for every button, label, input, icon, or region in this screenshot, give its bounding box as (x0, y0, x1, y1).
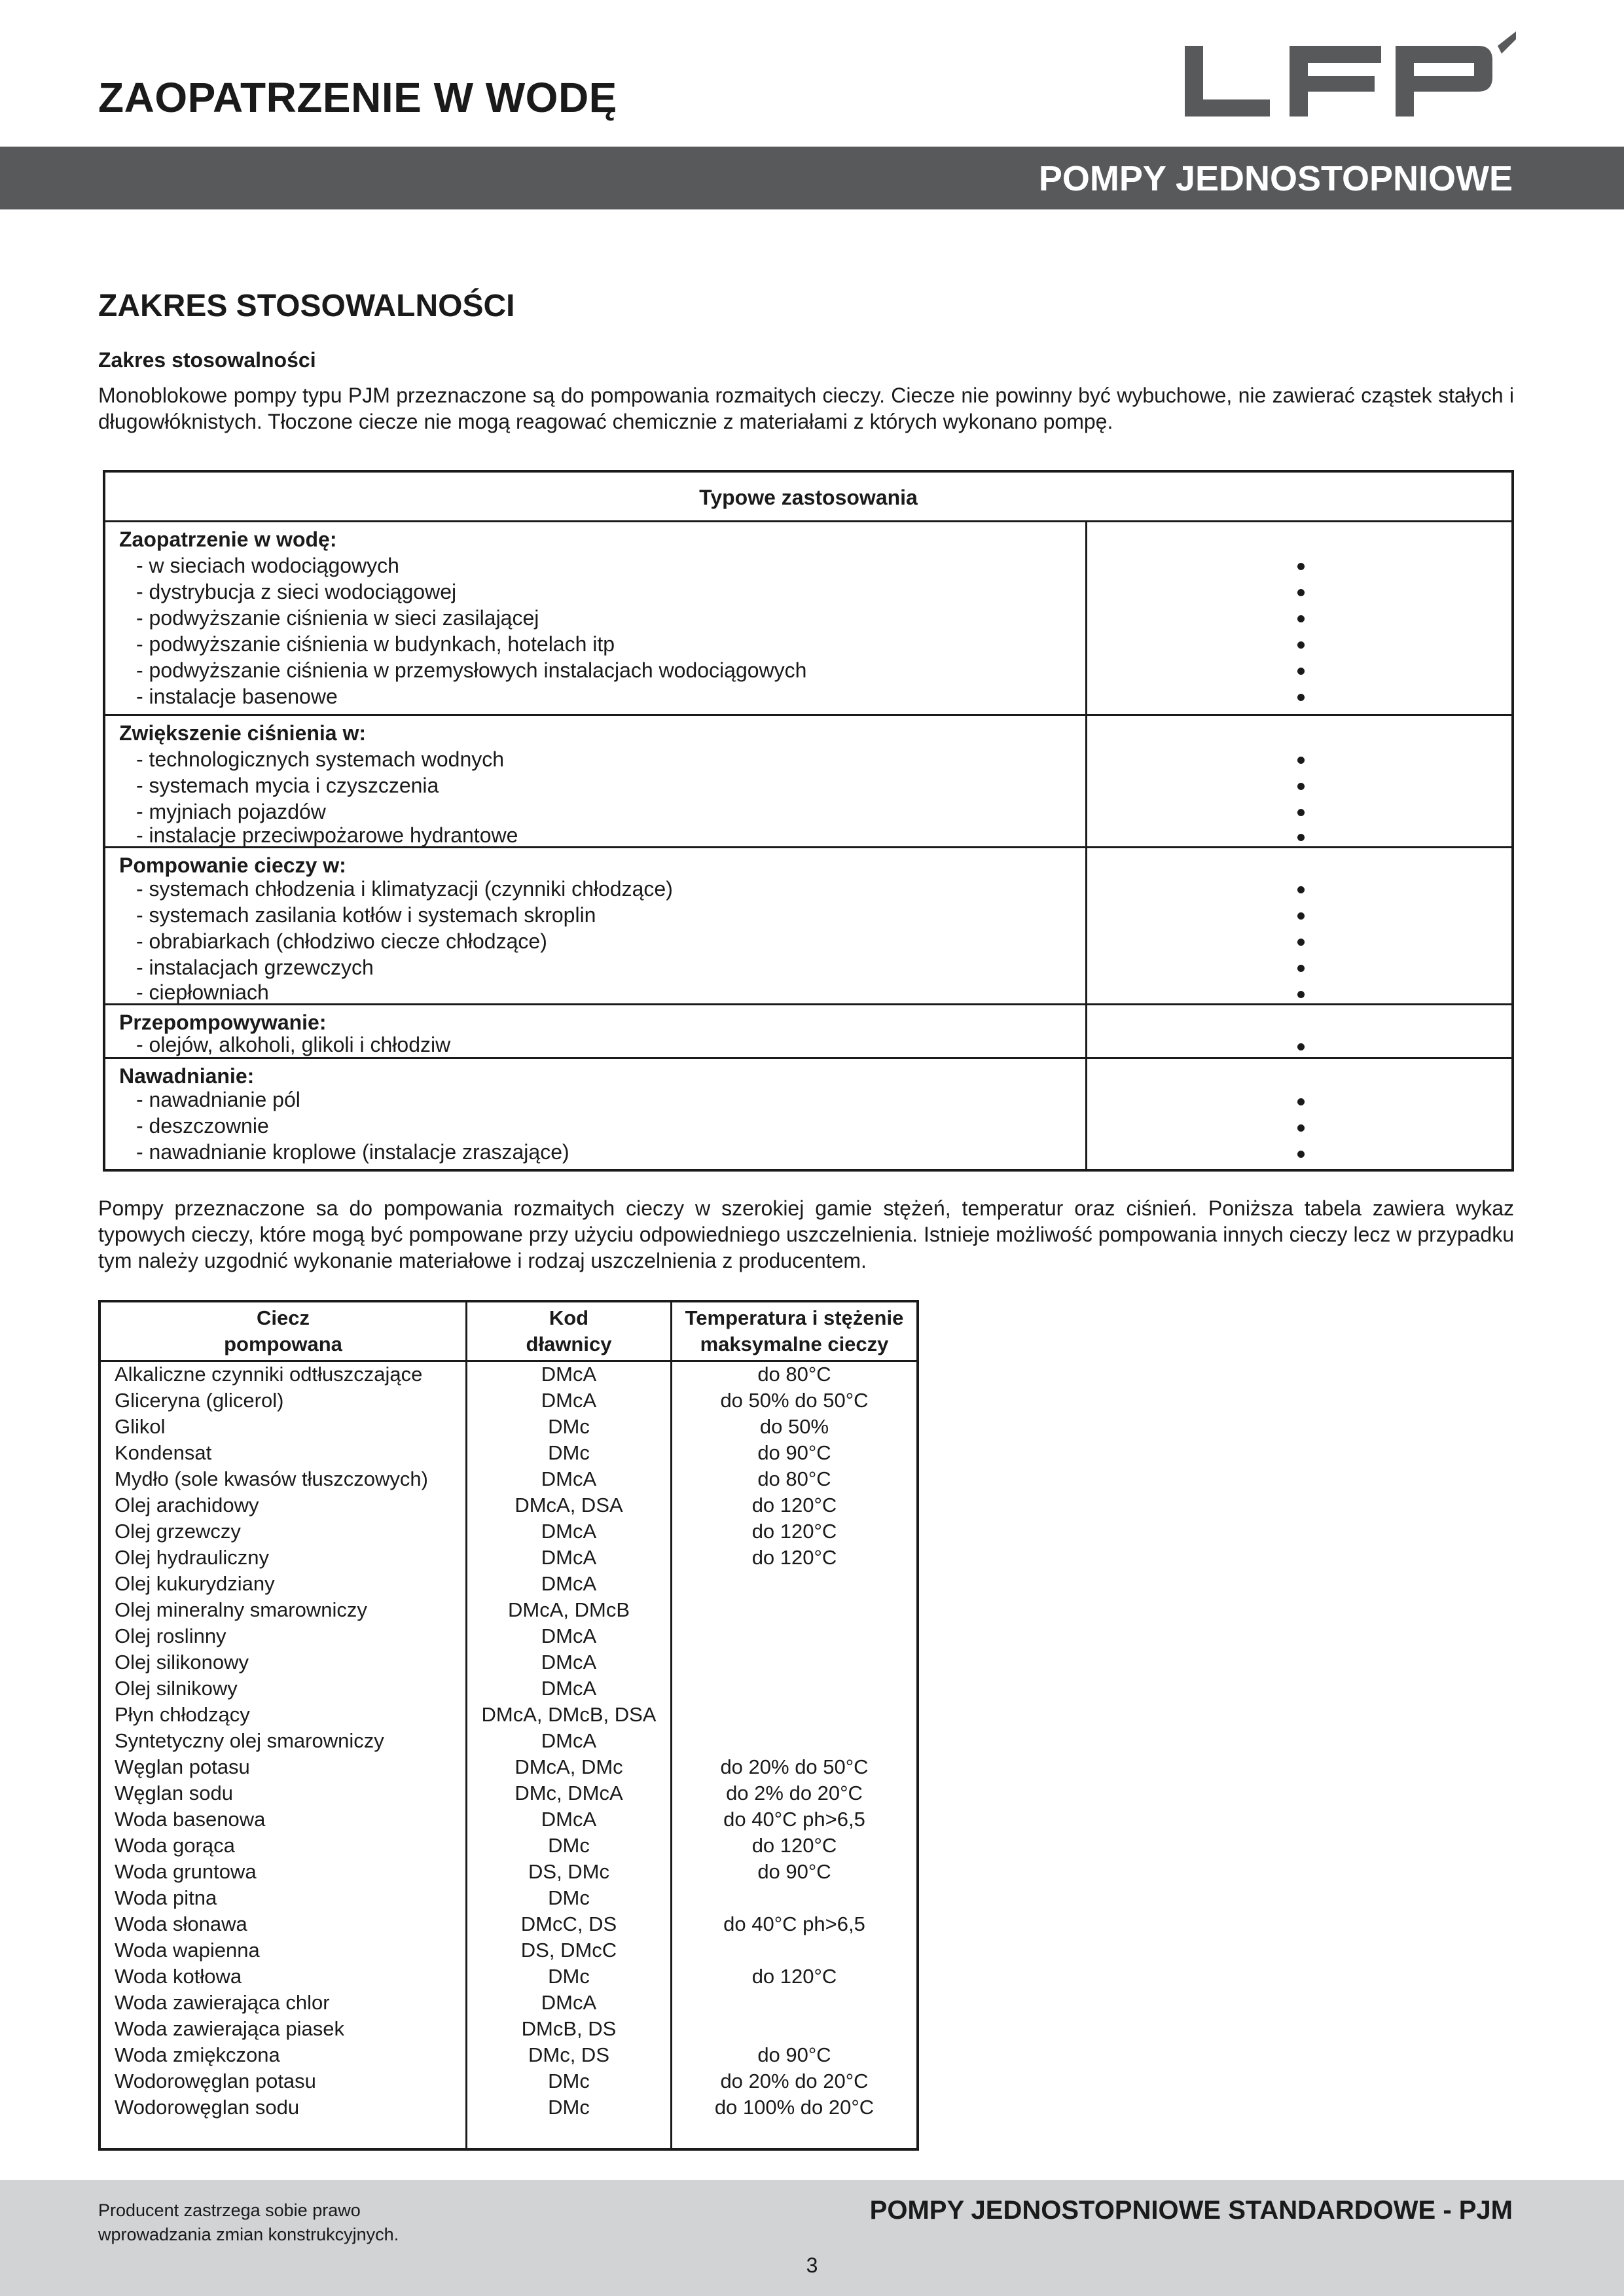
liquid-name: Gliceryna (glicerol) (115, 1389, 284, 1412)
page-header-title: ZAOPATRZENIE W WODĘ (98, 74, 617, 121)
table-row (101, 1885, 916, 1911)
table-row (101, 1676, 916, 1702)
section-band (0, 147, 1624, 209)
bullet-icon (1297, 965, 1305, 972)
seal-code: DMc, DMcA (514, 1782, 623, 1804)
table-row (101, 1492, 916, 1518)
bullet-icon (1297, 563, 1305, 570)
temperature-limit: do 90°C (757, 1441, 831, 1464)
seal-code: DMcA (541, 1572, 597, 1595)
seal-code: DMcA (541, 1808, 597, 1831)
table-row (101, 1597, 916, 1623)
section-subtitle: Zakres stosowalności (98, 348, 316, 372)
bullet-icon (1297, 615, 1305, 622)
group-item: - technologicznych systemach wodnych (136, 747, 505, 771)
lfp-logo (1178, 26, 1519, 124)
liquid-name: Woda gorąca (115, 1834, 235, 1857)
footer-disclaimer: Producent zastrzega sobie prawo wprowadzania zmian konstrukcyjnych. (98, 2200, 399, 2244)
group-item: - obrabiarkach (chłodziwo ciecze chłodzące) (136, 929, 547, 953)
group-item: - nawadnianie pól (136, 1088, 300, 1111)
temperature-limit: do 120°C (751, 1834, 837, 1857)
liquid-name: Olej hydrauliczny (115, 1546, 270, 1569)
seal-code: DMcA (541, 1729, 597, 1752)
table-row (101, 1937, 916, 1964)
temperature-limit: do 20% do 50°C (720, 1755, 869, 1778)
bullet-icon (1297, 1124, 1305, 1132)
liquid-name: Olej grzewczy (115, 1520, 241, 1543)
liquids-table (98, 1300, 919, 2151)
seal-code: DMc, DS (528, 2043, 609, 2066)
liquid-name: Glikol (115, 1415, 166, 1438)
liquid-name: Olej roslinny (115, 1624, 226, 1647)
seal-code: DMcB, DS (521, 2017, 617, 2040)
group-item: - w sieciach wodociągowych (136, 554, 399, 577)
seal-code: DMcA (541, 1546, 597, 1569)
group-item: - deszczownie (136, 1114, 269, 1138)
column-header-code: Kod dławnicy (526, 1306, 612, 1355)
table-row (101, 2016, 916, 2042)
table-row (101, 1518, 916, 1545)
seal-code: DMc (548, 2096, 590, 2119)
bullet-icon (1297, 694, 1305, 701)
bullet-icon (1297, 886, 1305, 893)
seal-code: DMcA, DSA (514, 1494, 623, 1516)
group-item: - ciepłowniach (136, 980, 269, 1004)
table-row (101, 1623, 916, 1649)
table-row (101, 1466, 916, 1492)
liquid-name: Węglan potasu (115, 1755, 250, 1778)
bullet-icon (1297, 1043, 1305, 1050)
application-group (105, 848, 1511, 1005)
table-row (101, 1806, 916, 1833)
temperature-limit: do 2% do 20°C (726, 1782, 863, 1804)
seal-code: DMcA, DMcB, DSA (481, 1703, 657, 1726)
bullet-icon (1297, 757, 1305, 764)
bullet-icon (1297, 939, 1305, 946)
temperature-limit: do 120°C (751, 1965, 837, 1988)
liquid-name: Wodorowęglan potasu (115, 2070, 316, 2092)
table-row (101, 1964, 916, 1990)
group-item: - instalacje przeciwpożarowe hydrantowe (136, 823, 518, 847)
seal-code: DMc (548, 2070, 590, 2092)
table-row (101, 1859, 916, 1885)
seal-code: DMcA (541, 1520, 597, 1543)
table-row (101, 1361, 916, 1388)
temperature-limit: do 50% do 50°C (720, 1389, 869, 1412)
seal-code: DMcA (541, 1363, 597, 1386)
group-item: - olejów, alkoholi, glikoli i chłodziw (136, 1033, 451, 1056)
seal-code: DS, DMc (528, 1860, 609, 1883)
application-group (105, 522, 1511, 716)
bullet-icon (1297, 809, 1305, 816)
group-item: - podwyższanie ciśnienia w budynkach, hotelach itp (136, 632, 615, 656)
temperature-limit: do 80°C (757, 1467, 831, 1490)
bullet-icon (1297, 991, 1305, 998)
liquid-name: Olej mineralny smarowniczy (115, 1598, 367, 1621)
table-row (101, 1649, 916, 1676)
seal-code: DMcA, DMc (514, 1755, 623, 1778)
table-row (101, 1440, 916, 1466)
seal-code: DMcA (541, 1651, 597, 1674)
table-row (101, 2068, 916, 2094)
temperature-limit: do 20% do 20°C (720, 2070, 869, 2092)
group-title: Nawadnianie: (119, 1064, 255, 1088)
table-row (101, 1414, 916, 1440)
seal-code: DS, DMcC (520, 1939, 617, 1962)
table-row (101, 1780, 916, 1806)
temperature-limit: do 100% do 20°C (714, 2096, 875, 2119)
bullet-icon (1297, 641, 1305, 649)
liquid-name: Woda słonawa (115, 1912, 247, 1935)
bullet-icon (1297, 1098, 1305, 1105)
liquid-name: Kondensat (115, 1441, 212, 1464)
table-row (101, 2042, 916, 2068)
group-item: - systemach mycia i czyszczenia (136, 774, 439, 797)
group-item: - podwyższanie ciśnienia w sieci zasilającej (136, 606, 539, 630)
table-row (101, 1702, 916, 1728)
liquid-name: Woda zawierająca piasek (115, 2017, 344, 2040)
page-footer (0, 2180, 1624, 2296)
seal-code: DMcA (541, 1991, 597, 2014)
group-item: - podwyższanie ciśnienia w przemysłowych instalacjach wodociągowych (136, 658, 807, 682)
liquid-name: Alkaliczne czynniki odtłuszczające (115, 1363, 423, 1386)
seal-code: DMcA (541, 1624, 597, 1647)
group-title: Zwiększenie ciśnienia w: (119, 721, 367, 745)
seal-code: DMc (548, 1886, 590, 1909)
table-row (101, 1545, 916, 1571)
bullet-icon (1297, 912, 1305, 920)
bullet-icon (1297, 1151, 1305, 1158)
group-item: - nawadnianie kroplowe (instalacje zraszające) (136, 1140, 569, 1164)
section-title: ZAKRES STOSOWALNOŚCI (98, 289, 515, 323)
liquid-name: Woda basenowa (115, 1808, 266, 1831)
temperature-limit: do 40°C ph>6,5 (723, 1808, 865, 1831)
seal-code: DMc (548, 1415, 590, 1438)
temperature-limit: do 40°C ph>6,5 (723, 1912, 865, 1935)
group-item: - systemach chłodzenia i klimatyzacji (czynniki chłodzące) (136, 877, 673, 901)
temperature-limit: do 120°C (751, 1546, 837, 1569)
footer-title: POMPY JEDNOSTOPNIOWE STANDARDOWE - PJM (869, 2196, 1513, 2225)
group-title: Pompowanie cieczy w: (119, 853, 346, 877)
application-group (105, 1005, 1511, 1059)
liquid-name: Woda gruntowa (115, 1860, 257, 1883)
liquid-name: Olej silnikowy (115, 1677, 238, 1700)
page-number: 3 (806, 2253, 818, 2277)
seal-code: DMcC, DS (520, 1912, 617, 1935)
liquid-name: Woda kotłowa (115, 1965, 242, 1988)
bullet-icon (1297, 783, 1305, 790)
bullet-icon (1297, 668, 1305, 675)
group-item: - dystrybucja z sieci wodociągowej (136, 580, 457, 603)
table-row (101, 1571, 916, 1597)
group-item: - systemach zasilania kotłów i systemach skroplin (136, 903, 596, 927)
table-row (101, 1388, 916, 1414)
liquid-name: Woda zawierająca chlor (115, 1991, 330, 2014)
seal-code: DMcA (541, 1389, 597, 1412)
liquid-name: Olej silikonowy (115, 1651, 249, 1674)
liquid-name: Olej kukurydziany (115, 1572, 275, 1595)
liquid-name: Woda wapienna (115, 1939, 260, 1962)
table-row (101, 1911, 916, 1937)
liquid-name: Płyn chłodzący (115, 1703, 250, 1726)
liquids-paragraph: Pompy przeznaczone sa do pompowania rozmaitych cieczy w szerokiej gamie stężeń, temperatur oraz ciśnień. Poniższa tabela zawiera wykaz typowych cieczy, które mogą być pompowane przy użyciu odpowiedniego uszczelnienia. Istnieje możliwość pompowania innych cieczy lecz w przypadku tym należy uzgodnić wykonanie materiałowe i rodzaj uszczelnienia z producentem. (98, 1196, 1514, 1272)
group-item: - myjniach pojazdów (136, 800, 326, 823)
bullet-icon (1297, 589, 1305, 596)
application-group (105, 1059, 1511, 1169)
liquid-name: Woda zmiękczona (115, 2043, 280, 2066)
bullet-icon (1297, 834, 1305, 841)
applications-table (103, 470, 1514, 1172)
seal-code: DMcA (541, 1677, 597, 1700)
liquid-name: Syntetyczny olej smarowniczy (115, 1729, 384, 1752)
seal-code: DMc (548, 1834, 590, 1857)
seal-code: DMc (548, 1965, 590, 1988)
intro-paragraph: Monoblokowe pompy typu PJM przeznaczone są do pompowania rozmaitych cieczy. Ciecze nie powinny być wybuchowe, nie zawierać cząstek stałych i długowłóknistych. Tłoczone ciecze nie mogą reagować chemicznie z materiałami z których wykonano pompę. (98, 384, 1514, 433)
group-item: - instalacje basenowe (136, 685, 338, 708)
applications-table-header: Typowe zastosowania (105, 473, 1511, 522)
seal-code: DMcA, DMcB (508, 1598, 630, 1621)
temperature-limit: do 120°C (751, 1520, 837, 1543)
column-header-liquid: Ciecz pompowana (224, 1306, 342, 1355)
table-row (101, 1990, 916, 2016)
table-row (101, 1754, 916, 1780)
liquid-name: Olej arachidowy (115, 1494, 259, 1516)
seal-code: DMcA (541, 1467, 597, 1490)
column-header-temperature: Temperatura i stężenie maksymalne cieczy (685, 1306, 904, 1355)
seal-code: DMc (548, 1441, 590, 1464)
temperature-limit: do 120°C (751, 1494, 837, 1516)
group-title: Zaopatrzenie w wodę: (119, 528, 337, 551)
band-title: POMPY JEDNOSTOPNIOWE (1038, 159, 1513, 198)
temperature-limit: do 80°C (757, 1363, 831, 1386)
table-row (101, 2094, 916, 2121)
liquid-name: Wodorowęglan sodu (115, 2096, 300, 2119)
table-row (101, 1833, 916, 1859)
table-row (101, 1728, 916, 1754)
group-item: - instalacjach grzewczych (136, 956, 374, 979)
application-group (105, 716, 1511, 848)
liquid-name: Węglan sodu (115, 1782, 233, 1804)
group-title: Przepompowywanie: (119, 1011, 327, 1034)
temperature-limit: do 50% (759, 1415, 829, 1438)
temperature-limit: do 90°C (757, 2043, 831, 2066)
liquid-name: Woda pitna (115, 1886, 217, 1909)
liquid-name: Mydło (sole kwasów tłuszczowych) (115, 1467, 428, 1490)
temperature-limit: do 90°C (757, 1860, 831, 1883)
